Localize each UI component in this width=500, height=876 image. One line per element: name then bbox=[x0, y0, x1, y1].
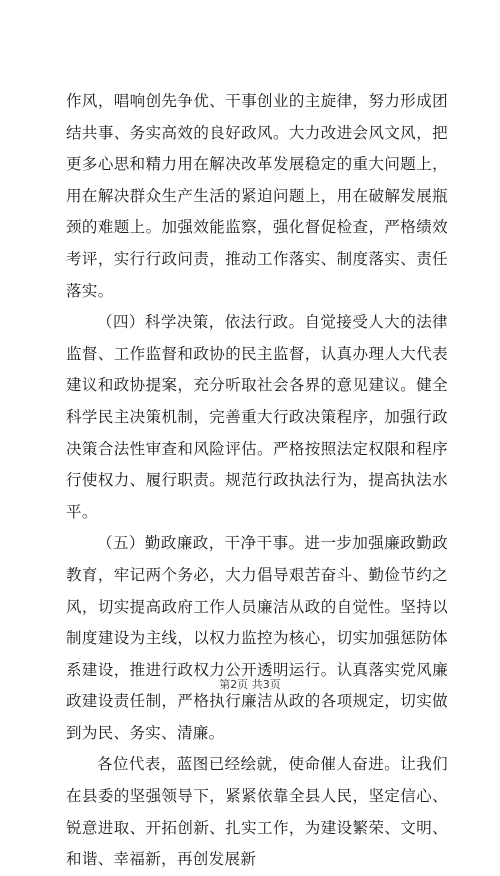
paragraph-clean-government: （五）勤政廉政，干净干事。进一步加强廉政勤政教育，牢记两个务必，大力倡导艰苦奋斗、勤俭节约之风，切实提高政府工作人员廉洁从政的自觉性。坚持以制度建设为主线，以权力监控为核心，切实加强惩防体系建设，推进行政权力公开透明运行。认真落实党风廉政建设责任制，严格执行廉洁从政的各项规定，切实做到为民、务实、清廉。 bbox=[66, 534, 448, 742]
paragraph-closing: 各位代表，蓝图已经绘就，使命催人奋进。让我们在县委的坚强领导下，紧紧依靠全县人民，坚定信心、锐意进取、开拓创新、扎实工作，为建设繁荣、文明、和谐、幸福新，再创发展新 bbox=[66, 755, 448, 869]
paragraph-scientific-decision: （四）科学决策，依法行政。自觉接受人大的法律监督、工作监督和政协的民主监督，认真办理人大代表建议和政协提案，充分听取社会各界的意见建议。健全科学民主决策机制，完善重大行政决策程序，加强行政决策合法性审查和风险评估。严格按照法定权限和程序行使权力、履行职责。规范行政执法行为，提高执法水平。 bbox=[66, 313, 448, 521]
page-number-footer: 第2页 共3页 bbox=[219, 678, 281, 691]
paragraph-continuation: 作风，唱响创先争优、干事创业的主旋律，努力形成团结共事、务实高效的良好政风。大力改进会风文风，把更多心思和精力用在解决改革发展稳定的重大问题上，用在解决群众生产生活的紧迫问题上，用在破解发展瓶颈的难题上。加强效能监察，强化督促检查，严格绩效考评，实行行政问责，推动工作落实、制度落实、责任落实。 bbox=[66, 92, 448, 300]
